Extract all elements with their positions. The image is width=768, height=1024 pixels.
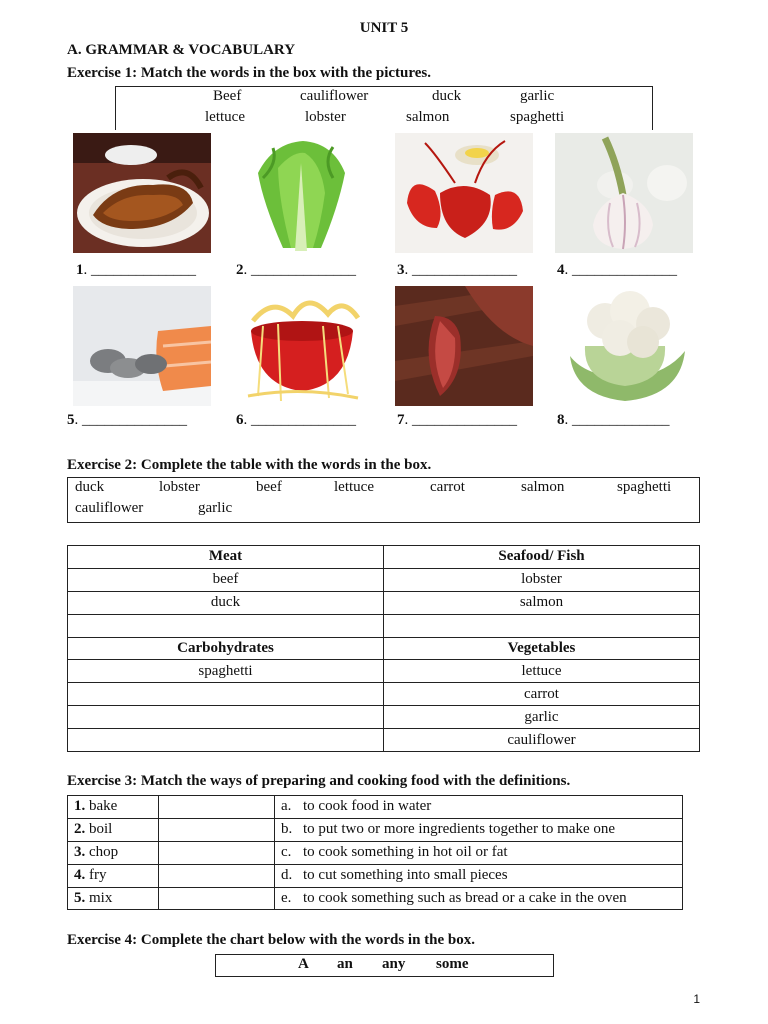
- salmon-photo: [73, 286, 211, 406]
- table-row: [68, 729, 700, 752]
- table-cell[interactable]: spaghetti: [68, 660, 384, 683]
- word: Beef: [213, 88, 242, 104]
- definition-cell: d. to cut something into small pieces: [275, 864, 683, 887]
- table-row: [68, 614, 700, 637]
- table-cell[interactable]: lettuce: [384, 660, 700, 683]
- table-cell[interactable]: lobster: [384, 568, 700, 591]
- section-heading: A. GRAMMAR & VOCABULARY: [67, 42, 296, 58]
- answer-blank-5[interactable]: 5. ______________: [67, 412, 187, 428]
- answer-blank-1[interactable]: 1. ______________: [76, 262, 196, 278]
- answer-blank-4[interactable]: 4. ______________: [557, 262, 677, 278]
- cooking-methods-table: [67, 795, 683, 910]
- table-row: [68, 568, 700, 591]
- table-row: [68, 637, 700, 660]
- table-cell[interactable]: [68, 706, 384, 729]
- word: beef: [256, 479, 282, 495]
- exercise-4-heading: Exercise 4: Complete the chart below with the words in the box.: [67, 932, 476, 948]
- table-row: [68, 683, 700, 706]
- table-row: [68, 796, 683, 819]
- table-cell[interactable]: beef: [68, 568, 384, 591]
- definition-cell: e. to cook something such as bread or a cake in the oven: [275, 887, 683, 910]
- answer-blank-6[interactable]: 6. ______________: [236, 412, 356, 428]
- table-cell[interactable]: [68, 614, 384, 637]
- word: cauliflower: [75, 500, 144, 516]
- table-row: [68, 864, 683, 887]
- column-header-vegetables: Vegetables: [384, 637, 700, 660]
- spaghetti-photo: [233, 286, 371, 406]
- word: duck: [432, 88, 462, 104]
- answer-cell[interactable]: [159, 887, 275, 910]
- word: any: [382, 956, 406, 972]
- word: salmon: [521, 479, 565, 495]
- word: some: [436, 956, 469, 972]
- word: A: [298, 956, 309, 972]
- word: garlic: [198, 500, 233, 516]
- method-cell: 4. fry: [68, 864, 159, 887]
- exercise-2-word-box: [67, 477, 700, 523]
- word: lettuce: [334, 479, 374, 495]
- table-row: [68, 546, 700, 569]
- table-row: [68, 660, 700, 683]
- word: carrot: [430, 479, 465, 495]
- table-cell[interactable]: garlic: [384, 706, 700, 729]
- page-number: 1: [693, 992, 700, 1006]
- definition-cell: b. to put two or more ingredients together to make one: [275, 818, 683, 841]
- column-header-seafood: Seafood/ Fish: [384, 546, 700, 569]
- answer-blank-2[interactable]: 2. ______________: [236, 262, 356, 278]
- word: salmon: [406, 109, 450, 125]
- table-row: [68, 706, 700, 729]
- method-cell: 1. bake: [68, 796, 159, 819]
- exercise-1-heading: Exercise 1: Match the words in the box with the pictures.: [67, 65, 431, 81]
- table-cell[interactable]: [384, 614, 700, 637]
- answer-cell[interactable]: [159, 818, 275, 841]
- column-header-carbohydrates: Carbohydrates: [68, 637, 384, 660]
- table-cell[interactable]: duck: [68, 591, 384, 614]
- answer-blank-7[interactable]: 7. ______________: [397, 412, 517, 428]
- answer-blank-3[interactable]: 3. ______________: [397, 262, 517, 278]
- table-cell[interactable]: carrot: [384, 683, 700, 706]
- exercise-1-word-box: [115, 86, 653, 130]
- word: duck: [75, 479, 105, 495]
- word: cauliflower: [300, 88, 369, 104]
- word: lobster: [305, 109, 346, 125]
- answer-cell[interactable]: [159, 841, 275, 864]
- word: an: [337, 956, 353, 972]
- table-cell[interactable]: [68, 729, 384, 752]
- method-cell: 5. mix: [68, 887, 159, 910]
- answer-cell[interactable]: [159, 864, 275, 887]
- definition-cell: a. to cook food in water: [275, 796, 683, 819]
- answer-blank-8[interactable]: 8. _____________: [557, 412, 670, 428]
- table-row: [68, 818, 683, 841]
- garlic-photo: [555, 133, 693, 253]
- table-cell[interactable]: salmon: [384, 591, 700, 614]
- exercise-2-heading: Exercise 2: Complete the table with the words in the box.: [67, 457, 432, 473]
- word: lettuce: [205, 109, 245, 125]
- method-cell: 3. chop: [68, 841, 159, 864]
- answer-cell[interactable]: [159, 796, 275, 819]
- food-category-table: [67, 545, 700, 752]
- word: spaghetti: [510, 109, 565, 125]
- duck-photo: [73, 133, 211, 253]
- lobster-photo: [395, 133, 533, 253]
- table-cell[interactable]: [68, 683, 384, 706]
- word: lobster: [159, 479, 200, 495]
- beef-photo: [395, 286, 533, 406]
- table-row: [68, 591, 700, 614]
- lettuce-photo: [233, 133, 371, 253]
- cauliflower-photo: [555, 286, 693, 406]
- method-cell: 2. boil: [68, 818, 159, 841]
- word: spaghetti: [617, 479, 672, 495]
- exercise-4-word-box: [215, 954, 554, 977]
- table-row: [68, 887, 683, 910]
- unit-title: UNIT 5: [359, 20, 409, 36]
- exercise-3-heading: Exercise 3: Match the ways of preparing and cooking food with the definitions.: [67, 773, 571, 789]
- column-header-meat: Meat: [68, 546, 384, 569]
- definition-cell: c. to cook something in hot oil or fat: [275, 841, 683, 864]
- table-cell[interactable]: cauliflower: [384, 729, 700, 752]
- table-row: [68, 841, 683, 864]
- word: garlic: [520, 88, 555, 104]
